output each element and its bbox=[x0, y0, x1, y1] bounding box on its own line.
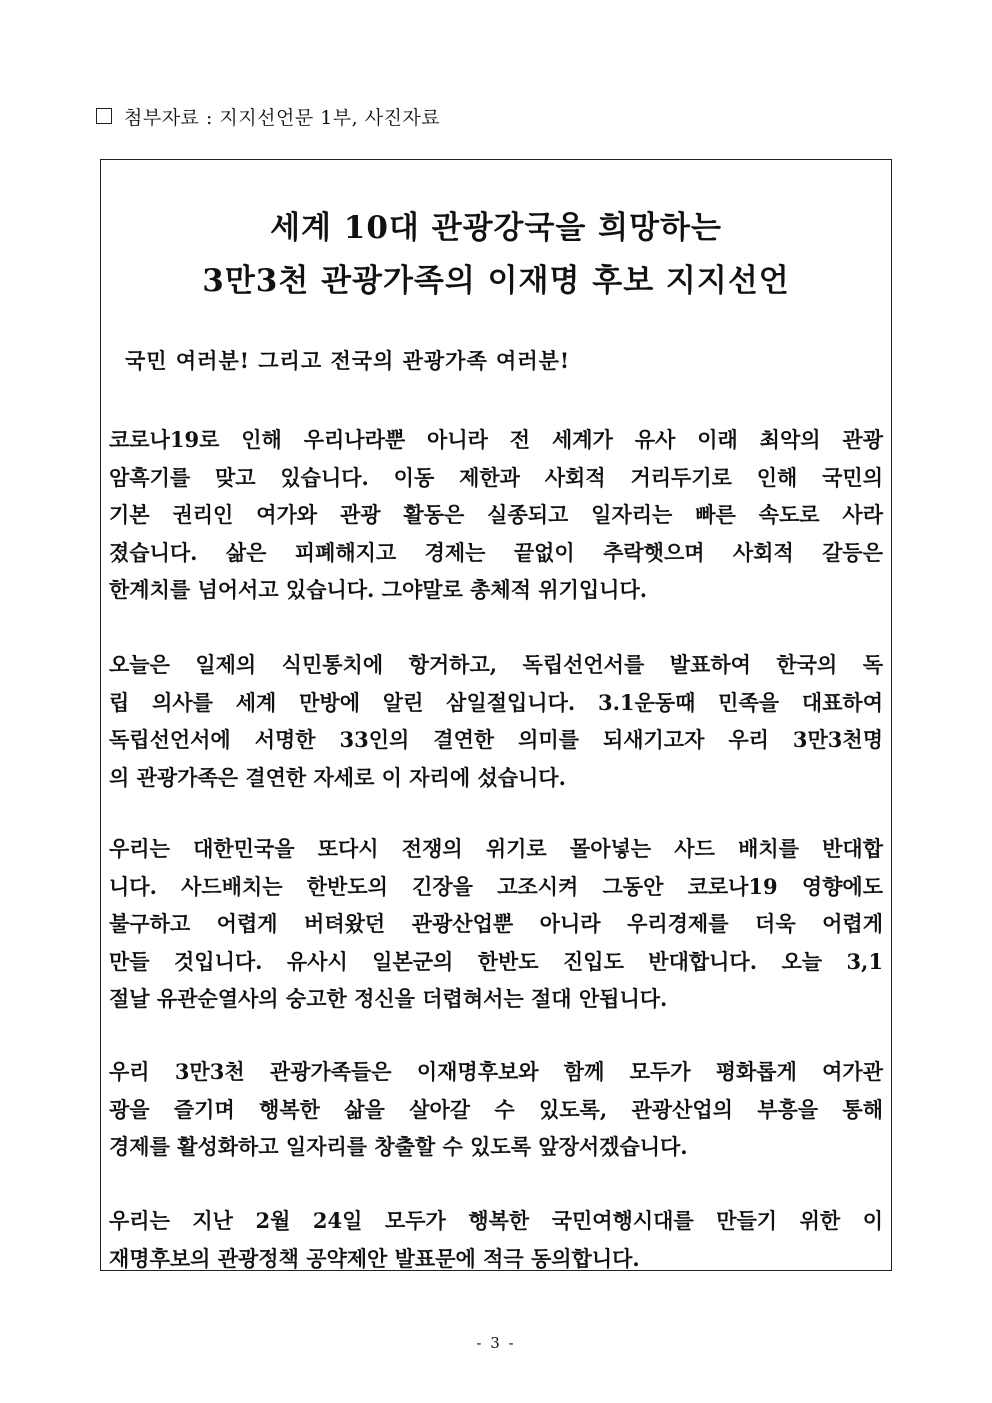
paragraph-line: 코로나19로 인해 우리나라뿐 아니라 전 세계가 유사 이래 최악의 관광 bbox=[109, 427, 883, 452]
paragraph-1 bbox=[109, 421, 883, 609]
statement-box bbox=[100, 159, 892, 1271]
attachment-text: 첨부자료 : 지지선언문 1부, 사진자료 bbox=[124, 106, 441, 129]
paragraph-line: 기본 권리인 여가와 관광 활동은 실종되고 일자리는 빠른 속도로 사라 bbox=[109, 502, 883, 527]
paragraph-5 bbox=[109, 1202, 883, 1277]
statement-greeting: 국민 여러분! 그리고 전국의 관광가족 여러분! bbox=[125, 348, 571, 373]
paragraph-line: 립 의사를 세계 만방에 알린 삼일절입니다. 3.1운동때 민족을 대표하여 bbox=[109, 689, 883, 715]
paragraph-line: 경제를 활성화하고 일자리를 창출할 수 있도록 앞장서겠습니다. bbox=[109, 1134, 688, 1159]
paragraph-line: 만들 것입니다. 유사시 일본군의 한반도 진입도 반대합니다. 오늘 3,1 bbox=[109, 948, 883, 974]
paragraph-line: 의 관광가족은 결연한 자세로 이 자리에 섰습니다. bbox=[109, 764, 566, 790]
paragraph-line: 재명후보의 관광정책 공약제안 발표문에 적극 동의합니다. bbox=[109, 1245, 640, 1271]
statement-title-line2: 3만3천 관광가족의 이재명 후보 지지선언 bbox=[202, 263, 790, 299]
paragraph-line: 니다. 사드배치는 한반도의 긴장을 고조시켜 그동안 코로나19 영향에도 bbox=[109, 873, 883, 899]
paragraph-3 bbox=[109, 830, 883, 1018]
paragraph-4 bbox=[109, 1053, 883, 1166]
paragraph-line: 졌습니다. 삶은 피폐해지고 경제는 끝없이 추락햇으며 사회적 갈등은 bbox=[109, 539, 883, 565]
page-number: - 3 - bbox=[476, 1334, 516, 1352]
paragraph-line: 오늘은 일제의 식민통치에 항거하고, 독립선언서를 발표하여 한국의 독 bbox=[109, 652, 883, 677]
paragraph-line: 독립선언서에 서명한 33인의 결연한 의미를 되새기고자 우리 3만3천명 bbox=[109, 727, 883, 752]
paragraph-line: 우리 3만3천 관광가족들은 이재명후보와 함께 모두가 평화롭게 여가관 bbox=[109, 1059, 883, 1084]
paragraph-2 bbox=[109, 646, 883, 796]
paragraph-line: 한계치를 넘어서고 있습니다. 그야말로 총체적 위기입니다. bbox=[109, 577, 648, 602]
paragraph-line: 절날 유관순열사의 숭고한 정신을 더렵혀서는 절대 안됩니다. bbox=[109, 986, 668, 1011]
paragraph-line: 광을 즐기며 행복한 삶을 살아갈 수 있도록, 관광산업의 부흥을 통해 bbox=[109, 1096, 883, 1122]
attachment-line bbox=[96, 102, 440, 130]
paragraph-line: 우리는 대한민국을 또다시 전쟁의 위기로 몰아넣는 사드 배치를 반대합 bbox=[109, 836, 883, 861]
paragraph-line: 우리는 지난 2월 24일 모두가 행복한 국민여행시대를 만들기 위한 이 bbox=[109, 1208, 883, 1233]
paragraph-line: 불구하고 어렵게 버텨왔던 관광산업뿐 아니라 우리경제를 더욱 어렵게 bbox=[109, 911, 883, 936]
statement-title-line1: 세계 10대 관광강국을 희망하는 bbox=[270, 210, 722, 246]
paragraph-line: 암흑기를 맞고 있습니다. 이동 제한과 사회적 거리두기로 인해 국민의 bbox=[109, 464, 883, 490]
checkbox-icon bbox=[96, 108, 112, 124]
